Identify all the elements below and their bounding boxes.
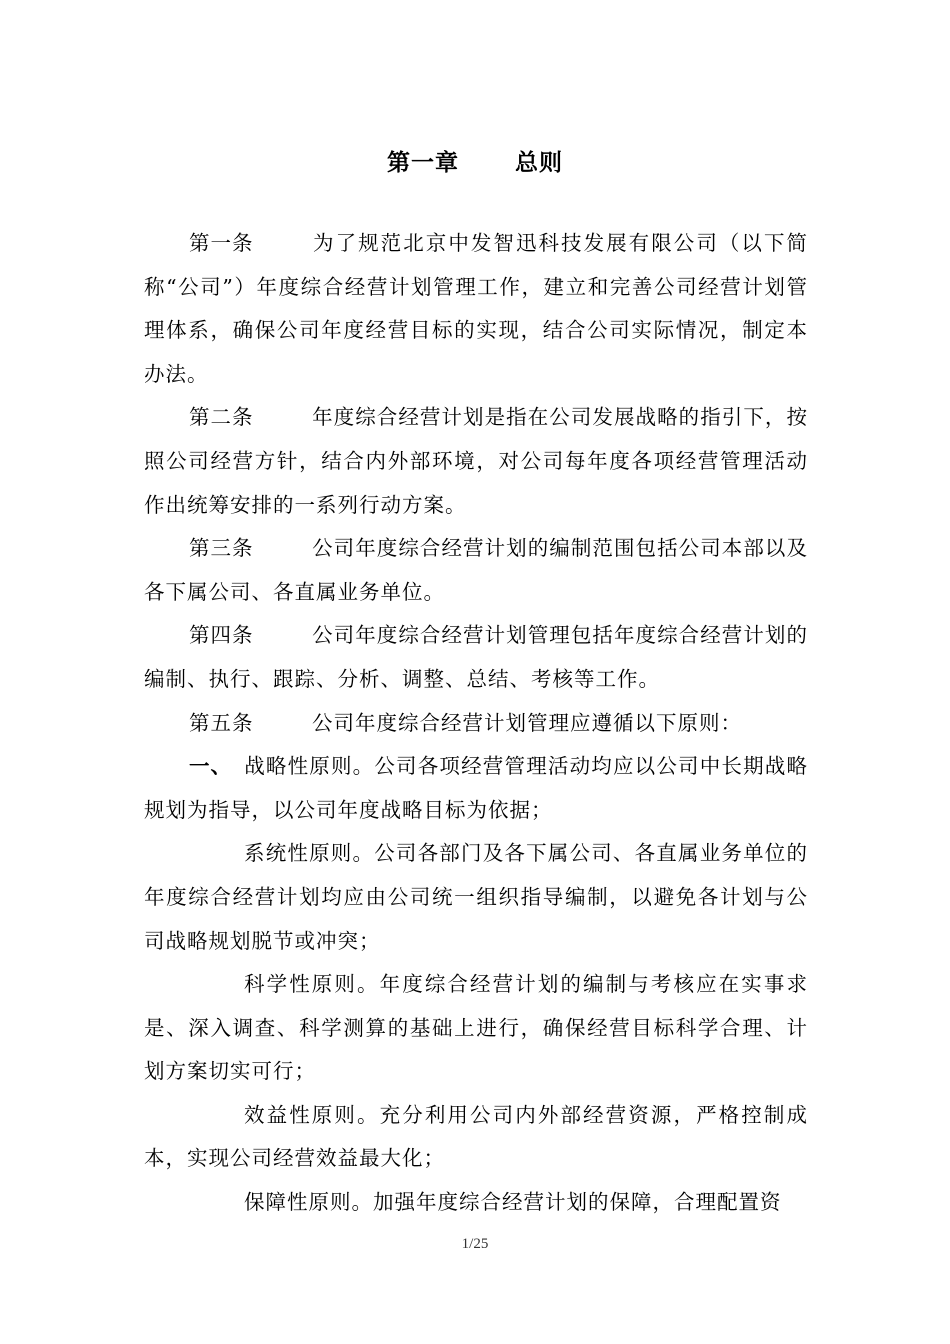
article-text: 公司年度综合经营计划管理包括年度综合经营计划的编制、执行、跟踪、分析、调整、总结、考核等工作。 xyxy=(144,623,808,691)
article-paragraph xyxy=(144,222,808,396)
principle-text: 战略性原则。公司各项经营管理活动均应以公司中长期战略规划为指导，以公司年度战略目标为依据； xyxy=(144,754,808,822)
article-number: 第三条 xyxy=(189,536,254,561)
principle-text: 系统性原则。公司各部门及各下属公司、各直属业务单位的年度综合经营计划均应由公司统一组织指导编制，以避免各计划与公司战略规划脱节或冲突； xyxy=(144,841,808,953)
chapter-title: 总则 xyxy=(515,150,563,176)
article-text: 为了规范北京中发智迅科技发展有限公司（以下简称“公司”）年度综合经营计划管理工作，建立和完善公司经营计划管理体系，确保公司年度经营目标的实现，结合公司实际情况，制定本办法。 xyxy=(144,231,808,386)
page-number: 1/25 xyxy=(461,1236,489,1252)
principle-item xyxy=(144,963,808,1094)
principle-text: 保障性原则。加强年度综合经营计划的保障，合理配置资 xyxy=(244,1190,782,1215)
chapter-number: 第一章 xyxy=(387,150,459,176)
article-paragraph xyxy=(144,527,808,614)
principle-text: 效益性原则。充分利用公司内外部经营资源，严格控制成本，实现公司经营效益最大化； xyxy=(144,1102,808,1171)
principle-item xyxy=(144,745,808,832)
principle-item xyxy=(144,1094,808,1181)
principle-item xyxy=(144,832,808,963)
article-number: 第四条 xyxy=(189,623,254,648)
chapter-heading xyxy=(0,146,950,180)
article-text: 公司年度综合经营计划管理应遵循以下原则： xyxy=(312,710,742,735)
article-number: 第五条 xyxy=(189,710,254,735)
article-paragraph xyxy=(144,702,808,746)
principle-number: 一、 xyxy=(189,754,232,779)
article-paragraph xyxy=(144,396,808,527)
article-text: 年度综合经营计划是指在公司发展战略的指引下，按照公司经营方针，结合内外部环境，对公司每年度各项经营管理活动作出统筹安排的一系列行动方案。 xyxy=(144,405,808,517)
article-text: 公司年度综合经营计划的编制范围包括公司本部以及各下属公司、各直属业务单位。 xyxy=(144,536,808,604)
principle-text: 科学性原则。年度综合经营计划的编制与考核应在实事求是、深入调查、科学测算的基础上进行，确保经营目标科学合理、计划方案切实可行； xyxy=(144,972,808,1084)
document-body xyxy=(144,222,808,1225)
article-number: 第二条 xyxy=(189,405,254,430)
article-number: 第一条 xyxy=(189,231,254,255)
article-paragraph xyxy=(144,614,808,701)
principle-item xyxy=(144,1181,808,1225)
